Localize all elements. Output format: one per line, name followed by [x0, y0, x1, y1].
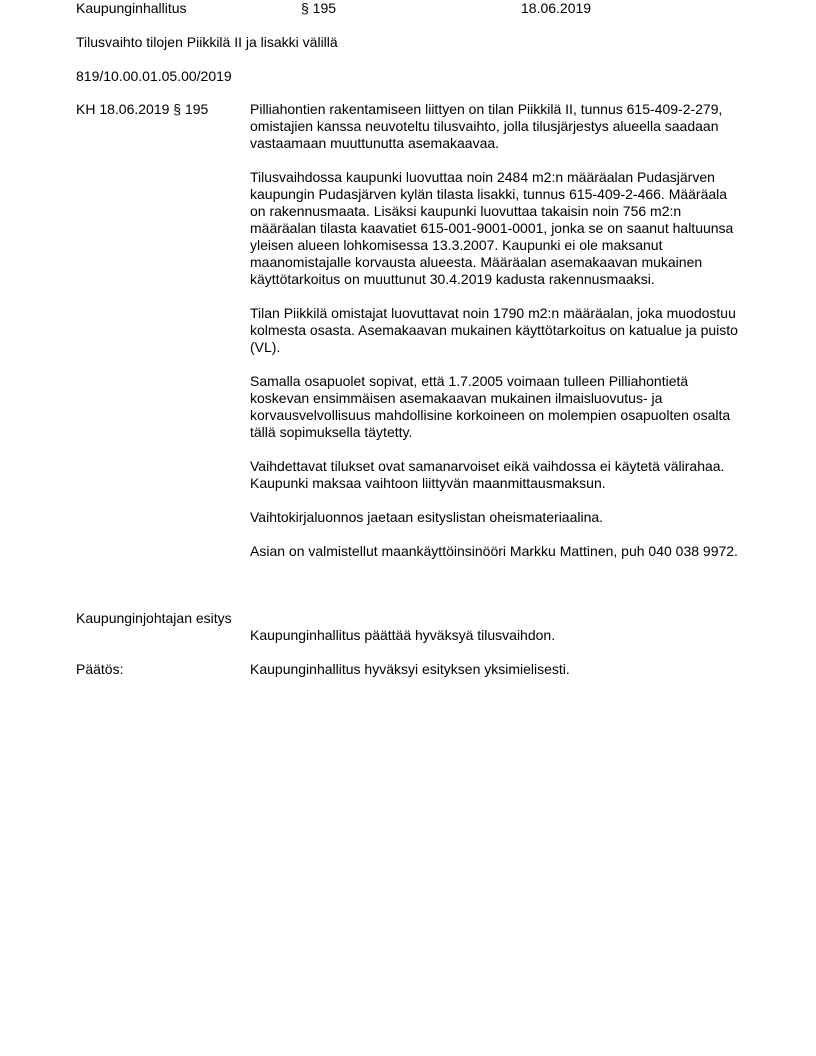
header-section: § 195 [301, 0, 337, 16]
decision-text: Kaupunginhallitus hyväksyi esityksen yksimielisesti. [250, 661, 570, 677]
diary-number: 819/10.00.01.05.00/2019 [76, 68, 232, 84]
body-paragraph: Vaihtokirjaluonnos jaetaan esityslistan oheismateriaalina. [250, 509, 604, 525]
body-paragraph: Tilusvaihdossa kaupunki luovuttaa noin 2484 m2:n määräalan Pudasjärven kaupungin Pudasjärven kylän tilasta lisakki, tunnus 615-409-2-466. Määräala on rakennusmaata. Lisäksi kaupunki luovuttaa takaisin noin 756 m2:n määräalan tilasta kaavatiet 615-001-9001-0001, jonka se on saanut haltuunsa yleisen alueen lohkomisessa 13.3.2007. Kaupunki ei ole maksanut maanomistajalle korvausta alueesta. Määräalan asemakaavan mukainen käyttötarkoitus on muuttunut 30.4.2019 kadusta rakennusmaaksi. [250, 169, 734, 287]
meeting-body [250, 101, 745, 560]
meeting-label: KH 18.06.2019 § 195 [76, 101, 209, 117]
body-paragraph: Samalla osapuolet sopivat, että 1.7.2005 voimaan tulleen Pilliahontietä koskevan ensimmäisen asemakaavan mukainen ilmaisluovutus- ja korvausvelvollisuus mahdollisine korkoineen on molempien osapuolten osalta tällä sopimuksella täytetty. [250, 373, 731, 440]
proposal-label: Kaupunginjohtajan esitys [76, 610, 232, 626]
body-paragraph: Vaihdettavat tilukset ovat samanarvoiset eikä vaihdossa ei käytetä välirahaa. Kaupunki maksaa vaihtoon liittyvän maanmittausmaksun. [250, 458, 725, 491]
header-organ: Kaupunginhallitus [76, 0, 187, 16]
header-date: 18.06.2019 [521, 0, 592, 16]
body-paragraph: Tilan Piikkilä omistajat luovuttavat noin 1790 m2:n määräalan, joka muodostuu kolmesta osasta. Asemakaavan mukainen käyttötarkoitus on katualue ja puisto (VL). [250, 305, 738, 355]
body-paragraph: Pilliahontien rakentamiseen liittyen on tilan Piikkilä II, tunnus 615-409-2-279, omistajien kanssa neuvoteltu tilusvaihto, jolla tilusjärjestys alueella saadaan vastaamaan muuttunutta asemakaavaa. [250, 101, 723, 151]
proposal-text: Kaupunginhallitus päättää hyväksyä tilusvaihdon. [250, 627, 556, 643]
document-title: Tilusvaihto tilojen Piikkilä II ja lisakki välillä [76, 34, 338, 50]
body-paragraph: Asian on valmistellut maankäyttöinsinööri Markku Mattinen, puh 040 038 9972. [250, 543, 738, 559]
decision-label: Päätös: [76, 661, 124, 677]
